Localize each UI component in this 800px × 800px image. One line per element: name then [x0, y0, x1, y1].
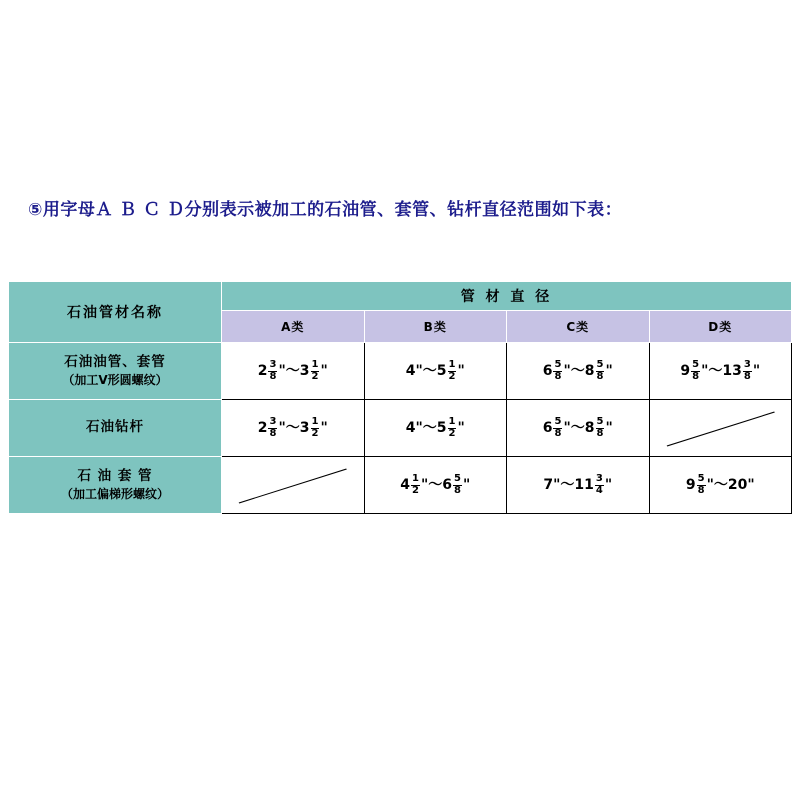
cell-1-2: 6 $\frac{5}{8}$ "～8 $\frac{5}{8}$ " [507, 400, 650, 457]
row-label-2 [9, 457, 222, 514]
table-header-row-top [9, 282, 792, 311]
header-class-c: C类 [507, 311, 650, 343]
row-label-0-line1: 石油油管、套管 [64, 353, 166, 370]
table-row [9, 343, 792, 400]
row-label-1 [9, 400, 222, 457]
header-class-d: D类 [649, 311, 792, 343]
header-class-b: B类 [364, 311, 507, 343]
header-class-a: A类 [222, 311, 365, 343]
row-label-2-line1: 石 油 套 管 [77, 467, 153, 484]
cell-2-3: 9 $\frac{5}{8}$ "～20" [649, 457, 792, 514]
pipe-diameter-table [8, 281, 792, 514]
cell-2-1: 4 $\frac{1}{2}$ "～6 $\frac{5}{8}$ " [364, 457, 507, 514]
table-row [9, 457, 792, 514]
table-row [9, 400, 792, 457]
cell-0-3: 9 $\frac{5}{8}$ "～13 $\frac{3}{8}$ " [649, 343, 792, 400]
cell-1-3 [649, 400, 792, 457]
cell-0-1: 4"～5 $\frac{1}{2}$ " [364, 343, 507, 400]
cell-0-2: 6 $\frac{5}{8}$ "～8 $\frac{5}{8}$ " [507, 343, 650, 400]
intro-paragraph: ⑤用字母Ａ Ｂ Ｃ Ｄ分别表示被加工的石油管、套管、钻杆直径范围如下表： [28, 200, 623, 220]
header-diameter-group: 管 材 直 径 [222, 282, 792, 311]
header-pipe-name: 石油管材名称 [9, 282, 222, 343]
row-label-2-line2: （加工偏梯形螺纹） [60, 487, 169, 502]
cell-1-1: 4"～5 $\frac{1}{2}$ " [364, 400, 507, 457]
diagonal-strike-icon [650, 400, 792, 456]
cell-0-0: 2 $\frac{3}{8}$ "～3 $\frac{1}{2}$ " [222, 343, 365, 400]
cell-2-2: 7"～11 $\frac{3}{4}$ " [507, 457, 650, 514]
cell-2-0 [222, 457, 365, 514]
diagonal-strike-icon [222, 457, 364, 513]
row-label-0-line2: （加工V形圆螺纹） [62, 373, 168, 388]
row-label-1-line1: 石油钻杆 [86, 419, 144, 436]
row-label-0 [9, 343, 222, 400]
cell-1-0: 2 $\frac{3}{8}$ "～3 $\frac{1}{2}$ " [222, 400, 365, 457]
